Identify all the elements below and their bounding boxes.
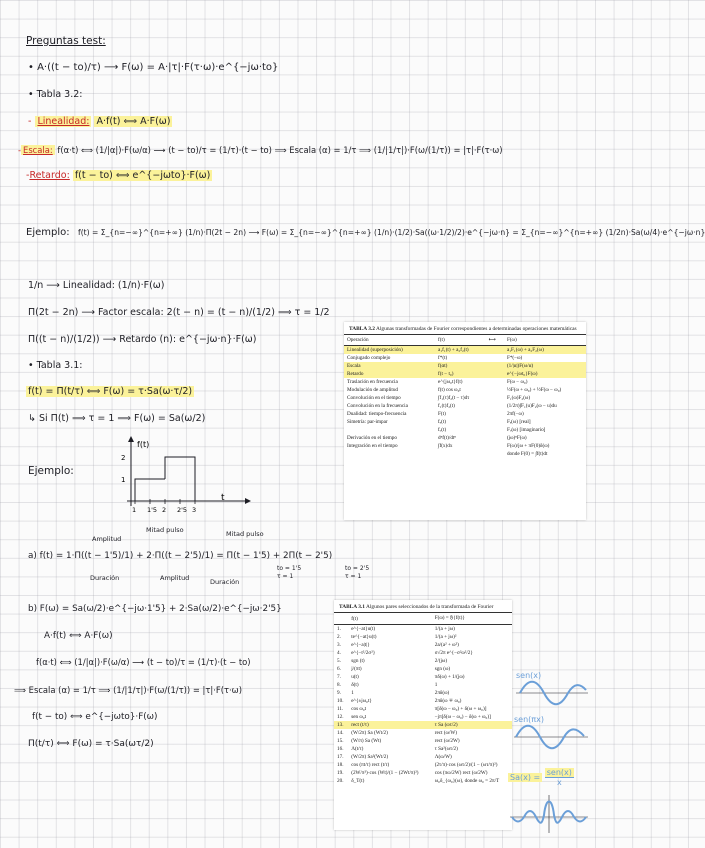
note-delay: -Retardo: f(t − to) ⟺ e^{−jωto}·F(ω) — [26, 170, 211, 181]
t31-cell: 1 — [351, 690, 354, 697]
t31-cell: (W/2π) Sa (Wt/2) — [351, 730, 388, 737]
t32-cell — [486, 402, 504, 410]
t32-cell: F(ω)/jω + πF(0)δ(ω) — [506, 443, 550, 450]
t32-cell: 2πf(−ω) — [506, 411, 524, 418]
part-b-expr: b) F(ω) = Sa(ω/2)·e^{−jω·1'5} + 2·Sa(ω/2)·e^{−jω·2'5} — [28, 604, 282, 614]
t31-row — [334, 761, 512, 769]
t32-row — [344, 426, 586, 434]
t31-cell: π[δ(ω − ω₀) + δ(ω + ω₀)] — [434, 706, 487, 713]
note-amplitude: Amplitud — [92, 535, 122, 543]
t32-cell: F(t) — [438, 411, 446, 418]
part-b-scale-result: ⟹ Escala (α) = 1/τ ⟹ (1/|1/τ|)·F(ω/(1/τ)) = |τ|·F(τ·ω) — [14, 685, 242, 695]
delay-label: Retardo: — [29, 170, 70, 181]
sketch-sa-num: sen(x) — [546, 768, 572, 777]
t32-cell: F₁(ω)F₂(ω) — [506, 395, 531, 402]
rect-pair-expr: f(t) = Π(t/τ) ⟺ F(ω) = τ·Sa(ω·τ/2) — [28, 386, 193, 397]
t32-cell: Conjugado complejo — [347, 355, 391, 362]
t32-cell: Convolución en la frecuencia — [347, 403, 408, 410]
t32-cell: Convolución en el tiempo — [347, 395, 401, 402]
t32-cell — [486, 378, 504, 386]
t32-cell: ∫f(x)dx — [438, 443, 453, 450]
sketch-sa-den: x — [556, 778, 562, 787]
t32-cell: F*(−ω) — [506, 355, 523, 362]
example-1 — [26, 227, 705, 239]
t31-cell: δ(t) — [351, 682, 359, 689]
t32-cell: donde F(0) = ∫f(t)dt — [506, 451, 548, 458]
t31-cell: 14. — [337, 730, 344, 737]
t32-cell — [486, 410, 504, 418]
t32-cell: F(ω − ω₀) — [506, 379, 528, 386]
t32-cell: Fₒ(ω) [imaginario] — [506, 427, 546, 434]
ft-xtick-label: 3 — [192, 506, 197, 514]
t32-cell: Modulación de amplitud — [347, 387, 399, 394]
t31-cell: rect (t/τ) — [348, 721, 432, 729]
t31-row — [334, 641, 512, 649]
sketch-sa-wave — [510, 795, 588, 835]
note-line-shift-scale: • A·((t − to)/τ) ⟶ F(ω) = A·|τ|·F(τ·ω)·e^{−jω·to} — [28, 62, 279, 73]
t31-cell: 1 — [434, 682, 438, 689]
t31-cell: 18. — [337, 762, 344, 769]
ft-xtick-label: 2 — [162, 506, 167, 514]
t31-cell: 4. — [337, 650, 341, 657]
sketch-sen-label: sen(x) — [516, 671, 542, 680]
t31-row — [334, 777, 512, 785]
t31-cell: 8. — [337, 682, 341, 689]
t32-cell — [486, 442, 504, 450]
t31-cell: u(t) — [351, 674, 359, 681]
t32-cell: f(t − t₀) — [435, 370, 486, 378]
t32-row — [344, 410, 586, 418]
table-3-1-caption: TABLA 3.1 Algunos pares seleccionados de la transformada de Fourier — [339, 604, 494, 610]
t31-cell: 13. — [334, 721, 348, 729]
t31-row — [334, 689, 512, 697]
t31-cell: ω₀δ_{ω₀}(ω), donde ω₀ = 2π/T — [434, 778, 500, 785]
t31-cell: 2πδ(ω ∓ ω₀) — [434, 698, 462, 705]
t31-cell: 2/(jω) — [434, 658, 448, 665]
t32-cell — [486, 434, 504, 442]
t31-cell: sen ω₀t — [351, 714, 367, 721]
ft-y-arrow — [128, 436, 134, 442]
ft-xlabel: t — [221, 493, 225, 503]
sketch-sen-pi-label: sen(πx) — [514, 715, 544, 724]
t32-cell: a₁f₁(t) + a₂f₂(t) — [435, 346, 486, 355]
t32-cell: (1/|α|)F(ω/α) — [504, 362, 586, 370]
part-b-linearity: A·f(t) ⟺ A·F(ω) — [44, 631, 113, 641]
scale-expr: f(α·t) ⟺ (1/|α|)·F(ω/α) ⟶ (t − to)/τ = (1/τ)·(t − to) ⟹ Escala (α) = 1/τ ⟹ (1/|1/τ|)·F(ω/(1/τ)) = |τ|·F(τ·ω) — [57, 145, 503, 155]
t31-cell: cos ω₀t — [351, 706, 367, 713]
t31-row — [334, 673, 512, 681]
t32-cell: f(αt) — [435, 362, 486, 370]
note-to-1: to = 1'5 — [277, 565, 302, 572]
t31-row — [334, 657, 512, 665]
part-b-scale: f(α·t) ⟺ (1/|α|)·F(ω/α) ⟶ (t − to)/τ = (1/τ)·(t − to) — [36, 657, 251, 667]
t31-row — [334, 697, 512, 705]
t31-cell: 2a/(a² + ω²) — [434, 642, 459, 649]
t32-cell — [486, 394, 504, 402]
t32-h-arrow: ⟷ — [486, 335, 504, 346]
note-tau-2: τ = 1 — [345, 573, 362, 580]
linearity-expr: A·f(t) ⟺ A·F(ω) — [96, 116, 171, 127]
t32-cell: Integración en el tiempo — [347, 443, 398, 450]
t31-cell: πδ(ω) + 1/(jω) — [434, 674, 465, 681]
t32-row — [344, 442, 586, 450]
t31-row — [334, 737, 512, 745]
t32-cell — [486, 346, 504, 355]
t32-h-op: Operación — [344, 335, 435, 346]
t31-cell: 2πδ(ω) — [434, 690, 450, 697]
t32-cell — [486, 450, 504, 458]
t31-cell: (2W/π²)·cos (Wt)/(1 − (2Wt/π)²) — [351, 770, 419, 777]
note-rect-unit: ↳ Si Π(t) ⟹ τ = 1 ⟹ F(ω) = Sa(ω/2) — [28, 413, 206, 424]
t32-cell: f*(t) — [438, 355, 448, 362]
t31-cell: τ Sa (ωτ/2) — [432, 721, 512, 729]
ft-xtick-label: 2'5 — [177, 506, 188, 514]
ft-x-arrow — [245, 498, 251, 504]
t31-cell: 10. — [337, 698, 344, 705]
t32-row — [344, 450, 586, 458]
t32-cell: Retardo — [344, 370, 435, 378]
t32-cell: Derivación en el tiempo — [347, 435, 397, 442]
note-table-3-1-ref: • Tabla 3.1: — [28, 360, 83, 371]
t32-cell: (1/2π)∫F₁(u)F₂(ω − u)du — [506, 403, 557, 410]
t32-h-ft: f(t) — [435, 335, 486, 346]
t31-cell: sgn (t) — [351, 658, 365, 665]
ft-xtick-label: 1'5 — [147, 506, 158, 514]
t32-row — [344, 418, 586, 426]
ft-ylabel: f(t) — [137, 440, 150, 449]
t32-row — [344, 402, 586, 410]
t31-cell: 7. — [337, 674, 341, 681]
t32-cell: (jω)ⁿF(ω) — [506, 435, 527, 442]
t32-cell: e^{jω₀t}f(t) — [438, 379, 463, 386]
t31-cell: −jπ[δ(ω − ω₀) − δ(ω + ω₀)] — [434, 714, 491, 721]
note-table-3-2-ref: • Tabla 3.2: — [28, 89, 83, 100]
t31-cell: τ Sa²(ωτ/2) — [434, 746, 458, 753]
t32-cell: Fₑ(ω) [real] — [506, 419, 531, 426]
t31-row — [334, 745, 512, 753]
note-duration-2: Duración — [210, 578, 240, 586]
t31-cell: e^{−a|t|} — [351, 642, 370, 649]
example-2-label: Ejemplo: — [28, 465, 74, 477]
sketch-sa-def — [508, 768, 574, 787]
t32-cell — [486, 370, 504, 378]
ft-xtick-label: 1 — [132, 506, 137, 514]
t31-cell: e^{±jω₀t} — [351, 698, 372, 705]
t32-cell: a₁F₁(ω) + a₂F₂(ω) — [504, 346, 586, 355]
note-half-pulse-1: Mitad pulso — [146, 526, 184, 534]
note-rect-pair — [26, 386, 194, 398]
t32-cell — [435, 450, 486, 458]
note-scale-factor: Π(2t − 2n) ⟶ Factor escala: 2(t − n) = (t − n)/(1/2) ⟹ τ = 1/2 — [28, 307, 330, 318]
t32-cell — [486, 386, 504, 394]
t32-cell: e^{−jωt₀}F(ω) — [504, 370, 586, 378]
sketch-sen-pi-wave — [514, 722, 588, 752]
t31-cell: j/(πt) — [351, 666, 362, 673]
ft-graph — [95, 436, 255, 516]
ft-ytick-label: 2 — [121, 454, 126, 462]
ft-step-segment — [135, 479, 165, 501]
note-delay-n: Π((t − n)/(1/2)) ⟶ Retardo (n): e^{−jω·n}·F(ω) — [28, 334, 257, 345]
note-amplitude-2: Amplitud — [160, 574, 190, 582]
t31-h-fw: F(ω) = 𝔉{f(t)} — [432, 613, 512, 625]
note-duration-1: Duración — [90, 574, 120, 582]
t32-row — [344, 378, 586, 386]
t31-cell: 6. — [337, 666, 341, 673]
note-half-pulse-2: Mitad pulso — [226, 530, 264, 538]
t32-row — [344, 370, 586, 378]
note-to-2: to = 2'5 — [345, 565, 370, 572]
t32-cell: Escala — [344, 362, 435, 370]
t31-cell: (2τ/π)·cos (ωτ/2)/(1 − (ωτ/π)²) — [434, 762, 498, 769]
t32-cell: ½F(ω + ω₀) + ½F(ω − ω₀) — [506, 387, 562, 394]
table-3-2-caption: TABLA 3.2 Algunas transformadas de Fourier correspondientes a determinadas operaciones matemáticas — [349, 326, 577, 332]
note-scale: - Escala: f(α·t) ⟺ (1/|α|)·F(ω/α) ⟶ (t − to)/τ = (1/τ)·(t − to) ⟹ Escala (α) = 1/τ ⟹ (1/|1/τ|)·F(ω/(1/τ)) = |τ|·F(τ·ω) — [18, 145, 503, 155]
t31-cell: cos (πt/τ) rect (t/τ) — [351, 762, 390, 769]
t32-cell — [344, 450, 435, 458]
t31-row — [334, 729, 512, 737]
t31-row — [334, 753, 512, 761]
t31-cell: 16. — [337, 746, 344, 753]
t31-cell: e^{−t²/2σ²} — [351, 650, 376, 657]
t31-cell: 5. — [337, 658, 341, 665]
part-a-expr: a) f(t) = 1·Π((t − 1'5)/1) + 2·Π((t − 2'5)/1) = Π(t − 1'5) + 2Π(t − 2'5) — [28, 551, 333, 561]
t31-row — [334, 681, 512, 689]
t32-row — [344, 386, 586, 394]
t31-row — [334, 625, 512, 634]
t32-cell: dⁿf(t)/dtⁿ — [438, 435, 457, 442]
t31-row — [334, 705, 512, 713]
linearity-label: Linealidad: — [37, 116, 90, 127]
t31-row — [334, 721, 512, 729]
t32-row — [344, 394, 586, 402]
t31-cell: te^{−at}u(t) — [351, 634, 377, 641]
t31-cell: 1/(a + jω)² — [434, 634, 457, 641]
t32-row — [344, 362, 586, 370]
t31-cell: rect (ω/W) — [434, 730, 457, 737]
t31-cell: 1/(a + jω) — [434, 626, 455, 633]
t32-cell: Traslación en frecuencia — [347, 379, 398, 386]
t31-row — [334, 649, 512, 657]
t31-cell: e^{−at}u(t) — [351, 626, 376, 633]
t32-cell: fₑ(t) — [438, 419, 447, 426]
t31-h-ft: f(t) — [348, 613, 432, 625]
ft-step-segment — [165, 457, 195, 501]
t32-cell — [486, 362, 504, 370]
t31-cell: 2. — [337, 634, 341, 641]
t31-row — [334, 633, 512, 641]
t32-cell — [344, 426, 435, 434]
t32-row — [344, 434, 586, 442]
t31-cell: (W/2π) Sa²(Wt/2) — [351, 754, 389, 761]
t32-cell — [486, 426, 504, 434]
t31-cell: cos (πω/2W) rect (ω/2W) — [434, 770, 488, 777]
t31-cell: δ_T(t) — [351, 778, 365, 785]
part-b-delay: f(t − to) ⟺ e^{−jωto}·F(ω) — [32, 712, 158, 722]
t31-cell: 1. — [337, 626, 341, 633]
t32-cell: f₁(t)f₂(t) — [438, 403, 455, 410]
t31-cell: (W/π) Sa (Wt) — [351, 738, 382, 745]
example-1-label: Ejemplo: — [26, 227, 70, 238]
t31-cell: 17. — [337, 754, 344, 761]
t32-cell: fₒ(t) — [438, 427, 447, 434]
example-1-expr: f(t) = Σ_{n=−∞}^{n=+∞} (1/n)·Π(2t − 2n) ⟶ F(ω) = Σ_{n=−∞}^{n=+∞} (1/n)·(1/2)·Sa((ω·1/2)/2)·e^{−jω·n} = Σ_{n=−∞}^{n=+∞} (1/2n)·Sa(ω/4)·e^{−jω·n} — [78, 228, 705, 237]
t31-cell: 9. — [337, 690, 341, 697]
t31-cell: 20. — [337, 778, 344, 785]
t31-cell: σ√2π e^{−σ²ω²/2} — [434, 650, 473, 657]
t32-cell: ∫f₁(τ)f₂(t − τ)dτ — [438, 395, 470, 402]
ft-ytick-label: 1 — [121, 476, 126, 484]
t31-cell: Λ(t/τ) — [351, 746, 364, 753]
note-tau-1: τ = 1 — [277, 573, 294, 580]
page-title: Preguntas test: — [26, 35, 106, 47]
t32-row — [344, 346, 586, 355]
t31-row — [334, 769, 512, 777]
sketch-sen-wave — [516, 678, 588, 708]
t31-cell: sgn (ω) — [434, 666, 451, 673]
t31-cell: 12. — [337, 714, 344, 721]
table-3-1 — [334, 600, 512, 830]
part-b-rect: Π(t/τ) ⟺ F(ω) = τ·Sa(ωτ/2) — [28, 739, 154, 749]
t32-cell: Linealidad (superposición) — [344, 346, 435, 355]
t32-cell — [486, 418, 504, 426]
t31-row — [334, 665, 512, 673]
t31-cell: 15. — [337, 738, 344, 745]
t32-cell: f(t) cos ω₀t — [438, 387, 461, 394]
t32-h-fw: F(ω) — [504, 335, 586, 346]
note-linearity: - Linealidad: A·f(t) ⟺ A·F(ω) — [28, 116, 171, 127]
scale-label: Escala: — [23, 145, 53, 155]
note-linearity-1-over-n: 1/n ⟶ Linealidad: (1/n)·F(ω) — [28, 280, 165, 291]
t32-cell: Dualidad: tiempo-frecuencia — [347, 411, 407, 418]
t32-row — [344, 354, 586, 362]
t31-cell: Λ(ω/W) — [434, 754, 452, 761]
t31-row — [334, 713, 512, 721]
t31-cell: rect (ω/2W) — [434, 738, 460, 745]
t32-cell — [486, 354, 504, 362]
sketch-sa-left: Sa(x) = — [510, 773, 541, 782]
t31-cell: 3. — [337, 642, 341, 649]
t31-cell: 19. — [337, 770, 344, 777]
t32-cell: Simetría: par-impar — [347, 419, 388, 426]
t31-cell: 11. — [337, 706, 344, 713]
delay-expr: f(t − to) ⟺ e^{−jωto}·F(ω) — [74, 170, 211, 181]
table-3-2 — [344, 322, 586, 520]
